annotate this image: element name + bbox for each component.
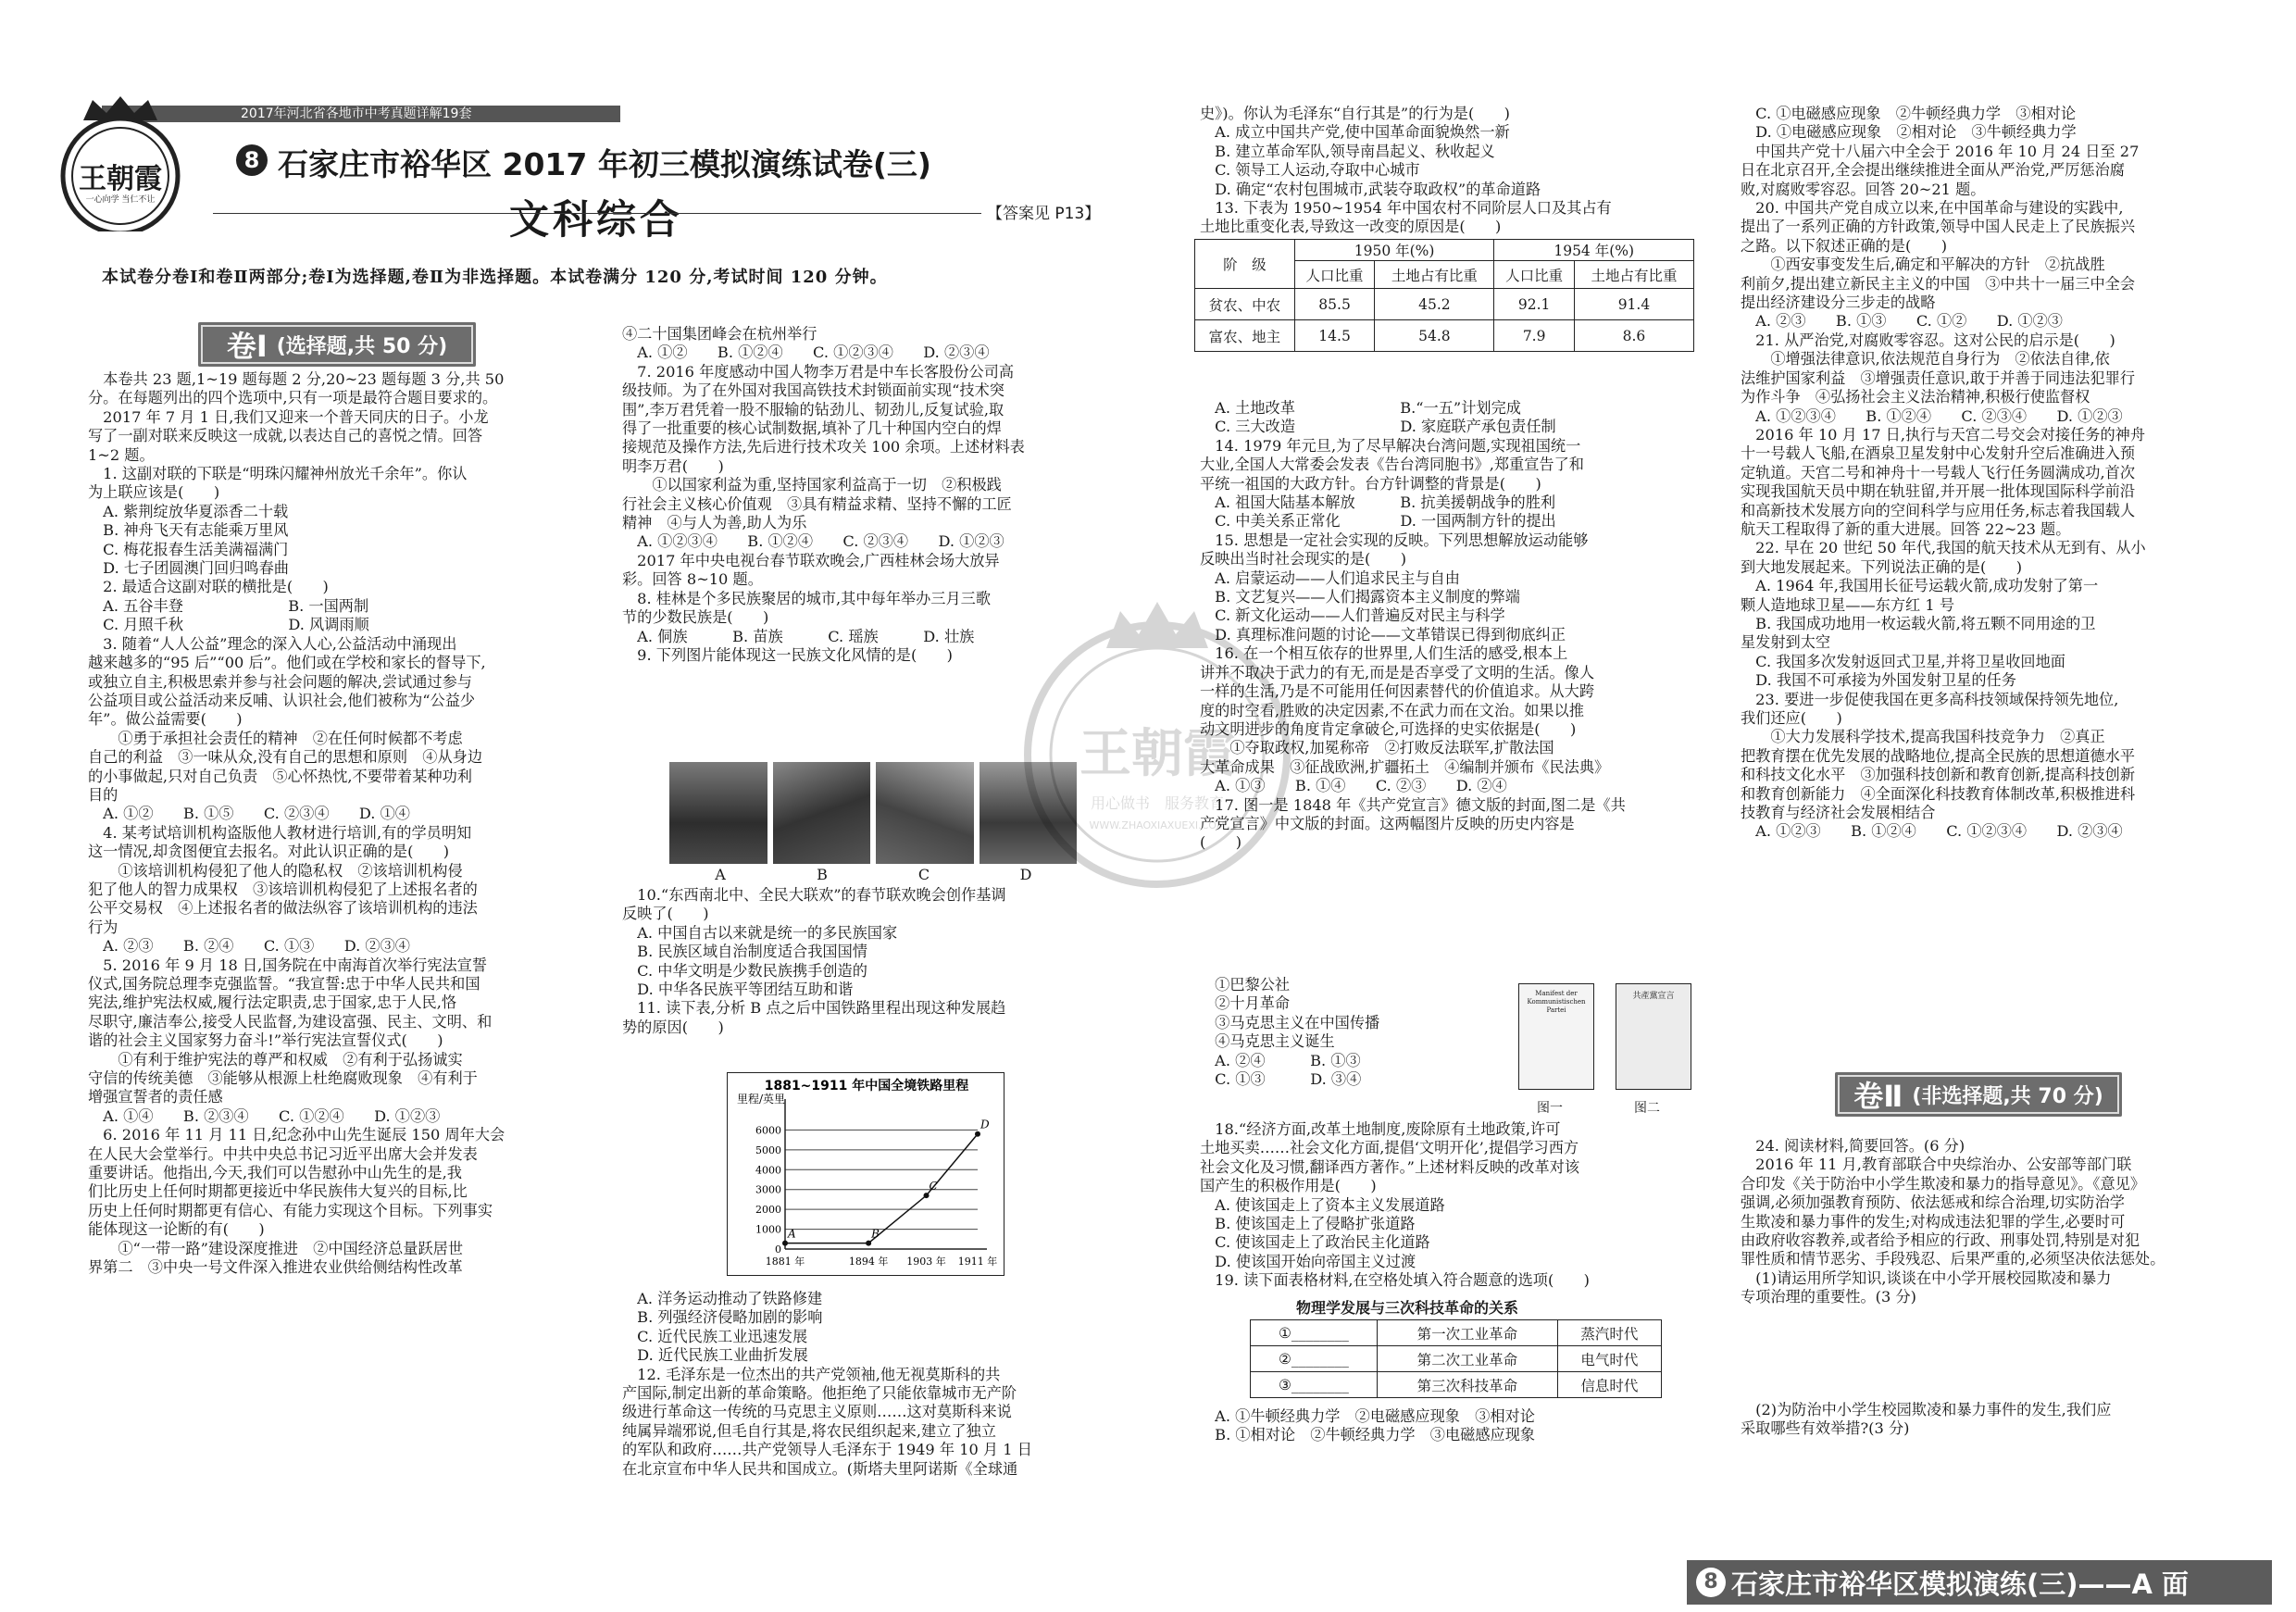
- cell: 第三次科技革命: [1377, 1372, 1557, 1398]
- text-line: A. ①④ B. ②③④ C. ①②④ D. ①②③: [88, 1106, 441, 1125]
- section-2-label: 卷Ⅱ: [1853, 1079, 1903, 1114]
- text-line: 反映了( ): [622, 905, 709, 923]
- cell: 85.5: [1294, 289, 1375, 320]
- text-line: 法维护国家利益 ③增强责任意识,敢于并善于同违法犯罪行: [1741, 369, 2136, 387]
- text-line: ①有利于维护宪法的尊严和权威 ②有利于弘扬诚实: [88, 1050, 463, 1068]
- watermark-text: 王朝霞: [1079, 723, 1235, 784]
- th-pop-1954: 人口比重: [1494, 261, 1575, 289]
- y-tick-label: 0: [775, 1243, 781, 1256]
- text-line: 日在北京召开,全会提出继续推进全面从严治党,严厉惩治腐: [1741, 161, 2125, 180]
- text-line: 21. 从严治党,对腐败零容忍。这对公民的启示是( ): [1741, 331, 2115, 349]
- text-line: 本卷共 23 题,1~19 题每题 2 分,20~23 题每题 3 分,共 50: [88, 370, 505, 388]
- q17-options: [1200, 976, 1478, 1096]
- table-row: [1195, 320, 1694, 352]
- text-line: 犯了他人的智力成果权 ③该培训机构侵犯了上述报名者的: [88, 880, 478, 898]
- text-line: 接规范及操作方法,先后进行技术攻关 100 余项。上述材料表: [622, 438, 1025, 456]
- cell: ③________: [1251, 1372, 1378, 1398]
- column-2c: [622, 1290, 1141, 1531]
- text-line: C. ①③ D. ③④: [1200, 1070, 1362, 1089]
- text-line: (1)请运用所学知识,谈谈在中小学开展校园欺凌和暴力: [1741, 1268, 2112, 1287]
- text-line: 星发射到太空: [1741, 633, 1831, 652]
- cell: 91.4: [1574, 289, 1693, 320]
- text-line: (2)为防治中小学生校园欺凌和暴力事件的发生,我们应: [1741, 1401, 2112, 1418]
- column-4b: [1741, 1137, 2268, 1322]
- y-tick-label: 5000: [755, 1143, 781, 1156]
- text-line: C. 中华文明是少数民族携手创造的: [622, 961, 867, 980]
- y-tick-label: 6000: [755, 1124, 781, 1137]
- text-line: 精神 ④与人为善,助人为乐: [622, 514, 807, 532]
- x-tick-label: 1894 年: [848, 1256, 889, 1268]
- text-line: 自己的利益 ③一味从众,没有自己的思想和原则 ④从身边: [88, 748, 483, 767]
- text-line: C. 使该国走上了政治民主化道路: [1200, 1233, 1430, 1252]
- text-line: 目的: [88, 785, 119, 804]
- text-line: D. 真理标准问题的讨论——文革错误已得到彻底纠正: [1200, 625, 1566, 644]
- text-line: A. ①③ B. ①④ C. ②③ D. ②④: [1200, 777, 1507, 795]
- text-line: 22. 早在 20 世纪 50 年代,我国的航天技术从无到有、从小: [1741, 539, 2146, 557]
- text-line: 年”。做公益需要( ): [88, 710, 243, 729]
- figure-1: Manifest der Kommunistischen Partei: [1518, 983, 1594, 1090]
- section-1-label: 卷Ⅰ: [226, 329, 268, 364]
- text-line: 技教育与经济社会发展相结合: [1741, 804, 1936, 822]
- title-rule: [213, 213, 1028, 214]
- text-line: 15. 思想是一定社会实现的反映。下列思想解放运动能够: [1200, 531, 1589, 549]
- subject-title: 文科综合: [509, 197, 683, 244]
- text-line: 之路。以下叙述正确的是( ): [1741, 236, 1948, 255]
- text-line: D. 中华各民族平等团结互助和谐: [622, 981, 854, 999]
- text-line: 明李万君( ): [622, 456, 724, 475]
- text-line: C. 领导工人运动,夺取中心城市: [1200, 161, 1420, 180]
- text-line: A. 洋务运动推动了铁路修建: [622, 1290, 823, 1307]
- cell: 信息时代: [1557, 1372, 1661, 1398]
- column-3: [1200, 105, 1704, 244]
- text-line: 10.“东西南北中、全民大联欢”的春节联欢晚会创作基调: [622, 886, 1006, 904]
- column-3b: [1200, 399, 1704, 862]
- text-line: 由政府收容教养,或者给予相应的行政、刑事处罚,特别是对犯: [1741, 1231, 2140, 1250]
- cell: 贫农、中农: [1195, 289, 1295, 320]
- text-line: 4. 某考试培训机构盗版他人教材进行培训,有的学员明知: [88, 823, 472, 842]
- cell: 8.6: [1574, 320, 1693, 352]
- logo-sub: 一心向学 当仁不让: [85, 195, 156, 205]
- text-line: 十一号载人飞船,在酒泉卫星发射中心发射升空后准确进入预: [1741, 444, 2136, 463]
- text-line: B. 列强经济侵略加剧的影响: [622, 1308, 823, 1327]
- text-line: 仪式,国务院总理李克强监誓。“我宣誓:忠于中华人民共和国: [88, 975, 480, 993]
- text-line: A. 侗族 B. 苗族 C. 瑶族 D. 壮族: [622, 627, 975, 645]
- text-line: D. 确定“农村包围城市,武装夺取政权”的革命道路: [1200, 180, 1541, 198]
- text-line: 6. 2016 年 11 月 11 日,纪念孙中山先生诞辰 150 周年大会: [88, 1126, 505, 1144]
- text-line: 为上联应该是( ): [88, 483, 220, 502]
- cell: 7.9: [1494, 320, 1575, 352]
- table-row: [1251, 1346, 1662, 1372]
- text-line: C. 近代民族工业迅速发展: [622, 1327, 808, 1345]
- text-line: C. 新文化运动——人们普遍反对民主与科学: [1200, 606, 1505, 625]
- cell: 电气时代: [1557, 1346, 1661, 1372]
- text-line: 的小事做起,只对自己负责 ⑤心怀热忱,不要带着某种功利: [88, 767, 472, 785]
- text-line: A. 使该国走上了资本主义发展道路: [1200, 1195, 1445, 1214]
- text-line: C. 月照千秋 D. 风调雨顺: [88, 616, 369, 634]
- cell: 54.8: [1375, 320, 1494, 352]
- text-line: 围”,李万君凭着一股不服输的钻劲儿、韧劲儿,反复试验,取: [622, 400, 1004, 419]
- text-line: 我们还应( ): [1741, 709, 1842, 727]
- text-line: ( ): [1200, 833, 1242, 852]
- text-line: 把教育摆在优先发展的战略地位,提高全民族的思想道德水平: [1741, 746, 2136, 765]
- text-line: A. ②③ B. ①③ C. ①② D. ①②③: [1741, 312, 2063, 331]
- text-line: 分。在每题列出的四个选项中,只有一项是最符合题目要求的。: [88, 389, 498, 407]
- text-line: C. 我国多次发射返回式卫星,并将卫星收回地面: [1741, 652, 2065, 670]
- text-line: 界第二 ③中央一号文件深入推进农业供给侧结构性改革: [88, 1258, 463, 1277]
- text-line: ③马克思主义在中国传播: [1200, 1013, 1380, 1031]
- text-line: B. 建立革命军队,领导南昌起义、秋收起义: [1200, 142, 1495, 160]
- text-line: 谐的社会主义国家努力奋斗!”举行宪法宣誓仪式( ): [88, 1031, 443, 1050]
- text-line: A. ①② B. ①⑤ C. ②③④ D. ①④: [88, 805, 410, 823]
- th-land-1950: 土地占有比重: [1375, 261, 1494, 289]
- text-line: 2017 年中央电视台春节联欢晚会,广西桂林会场大放异: [622, 551, 1000, 569]
- text-line: 宪法,维护宪法权威,履行法定职责,忠于国家,忠于人民,恪: [88, 993, 457, 1012]
- text-line: C. ①电磁感应现象 ②牛顿经典力学 ③相对论: [1741, 105, 2077, 122]
- text-line: 们比历史上任何时期都更接近中华民族伟大复兴的目标,比: [88, 1182, 468, 1201]
- text-line: A. 1964 年,我国用长征号运载火箭,成功发射了第一: [1741, 577, 2099, 595]
- text-line: C. 中美关系正常化 D. 一国两制方针的提出: [1200, 512, 1556, 531]
- text-line: 行社会主义核心价值观 ③具有精益求精、坚持不懈的工匠: [622, 494, 1012, 513]
- text-line: 在人民大会堂举行。中共中央总书记习近平出席大会并发表: [88, 1144, 478, 1163]
- text-line: A. ①②③④ B. ①②④ C. ②③④ D. ①②③: [1741, 406, 2123, 425]
- cell: 92.1: [1494, 289, 1575, 320]
- title-badge: 8: [236, 144, 268, 176]
- text-line: 13. 下表为 1950~1954 年中国农村不同阶层人口及其占有: [1200, 199, 1612, 218]
- footer-text: 石家庄市裕华区模拟演练(三)——A 面: [1731, 1568, 2190, 1600]
- text-line: ①巴黎公社: [1200, 976, 1291, 993]
- text-line: 采取哪些有效举措?(3 分): [1741, 1419, 1910, 1438]
- figure-2: 共產黨宣言: [1616, 983, 1691, 1090]
- text-line: D. 七子团圆澳门回归鸣春曲: [88, 559, 289, 578]
- q9-pictures: [669, 762, 1077, 864]
- table-row: [1251, 1320, 1662, 1346]
- text-line: 定轨道。天宫二号和神舟十一号载人飞行任务圆满成功,首次: [1741, 463, 2136, 481]
- watermark-motto: 用心做书 服务教育: [1090, 794, 1224, 812]
- series-line: [785, 1134, 978, 1243]
- text-line: 土地比重变化表,导致这一改变的原因是( ): [1200, 218, 1502, 236]
- text-line: 17. 图一是 1848 年《共产党宣言》德文版的封面,图二是《共: [1200, 795, 1626, 814]
- x-tick-label: 1903 年: [906, 1256, 946, 1268]
- text-line: ①增强法律意识,依法规范自身行为 ②依法自律,依: [1741, 350, 2110, 369]
- photo-a: [669, 762, 767, 864]
- figure-2-caption: 图二: [1634, 1101, 1660, 1116]
- text-line: B. ①相对论 ②牛顿经典力学 ③电磁感应现象: [1200, 1426, 1536, 1444]
- text-line: 航天工程取得了新的重大进展。回答 22~23 题。: [1741, 519, 2071, 538]
- text-line: 2016 年 11 月,教育部联合中央综治办、公安部等部门联: [1741, 1156, 2132, 1174]
- text-line: A. ②④ B. ①③: [1200, 1051, 1361, 1069]
- page-footer: [1687, 1560, 2272, 1605]
- text-line: ②十月革命: [1200, 994, 1291, 1013]
- text-line: A. 紫荆绽放华夏添香二十载: [88, 502, 289, 520]
- cell: 第二次工业革命: [1377, 1346, 1557, 1372]
- text-line: ①大力发展科学技术,提高我国科技竞争力 ②真正: [1741, 728, 2105, 746]
- text-line: B. 使该国走上了侵略扩张道路: [1200, 1215, 1416, 1233]
- text-line: 公益项目或公益活动来反哺、认识社会,他们被称为“公益少: [88, 691, 476, 709]
- text-line: A. 成立中国共产党,使中国革命面貌焕然一新: [1200, 123, 1510, 142]
- cell: 富农、地主: [1195, 320, 1295, 352]
- text-line: 级进行革命这一传统的马克思主义原则……这对莫斯科来说: [622, 1403, 1012, 1421]
- text-line: D. ①电磁感应现象 ②相对论 ③牛顿经典力学: [1741, 123, 2077, 142]
- text-line: 和教育创新能力 ④全面深化科技教育体制改革,积极推进科: [1741, 784, 2136, 803]
- th-pop-1950: 人口比重: [1294, 261, 1375, 289]
- text-line: A. ①② B. ①②④ C. ①②③④ D. ②③④: [622, 344, 990, 362]
- text-line: B. 我国成功地用一枚运载火箭,将五颗不同用途的卫: [1741, 614, 2096, 632]
- page-title: 石家庄市裕华区 2017 年初三模拟演练试卷(三): [278, 146, 931, 182]
- photo-label-b: B: [817, 866, 828, 883]
- text-line: 1~2 题。: [88, 445, 155, 464]
- logo-text: 王朝霞: [79, 163, 162, 195]
- column-1: [88, 370, 606, 1523]
- x-tick-label: 1911 年: [957, 1256, 998, 1268]
- text-line: 2016 年 10 月 17 日,执行与天宫二号交会对接任务的神舟: [1741, 425, 2146, 444]
- text-line: 产党宣言》中文版的封面。这两幅图片反映的历史内容是: [1200, 814, 1575, 832]
- text-line: 3. 随着“人人公益”理念的深入人心,公益活动中涌现出: [88, 634, 457, 653]
- table-q19: [1250, 1319, 1662, 1398]
- text-line: 公平交易权 ④上述报名者的做法纵容了该培训机构的违法: [88, 899, 478, 918]
- data-point: [866, 1241, 871, 1246]
- point-label: B: [871, 1227, 880, 1241]
- text-line: 平统一祖国的大政方针。台方针调整的背景是( ): [1200, 474, 1541, 493]
- text-line: 20. 中国共产党自成立以来,在中国革命与建设的实践中,: [1741, 199, 2124, 218]
- photo-label-a: A: [715, 866, 726, 883]
- text-line: ④二十国集团峰会在杭州举行: [622, 325, 817, 343]
- point-label: C: [929, 1180, 938, 1193]
- photo-b: [773, 762, 871, 864]
- text-line: 一样的生活,乃是不可能用任何因素替代的价值追求。从大跨: [1200, 682, 1595, 701]
- cell: 第一次工业革命: [1377, 1320, 1557, 1346]
- text-line: 9. 下列图片能体现这一民族文化风情的是( ): [622, 645, 953, 664]
- text-line: 反映出当时社会现实的是( ): [1200, 550, 1407, 569]
- text-line: A. ①牛顿经典力学 ②电磁感应现象 ③相对论: [1200, 1407, 1535, 1425]
- text-line: 越来越多的“95 后”“00 后”。他们或在学校和家长的督导下,: [88, 654, 486, 672]
- text-line: 大业,全国人大常委会发表《告台湾同胞书》,郑重宣告了和: [1200, 456, 1584, 474]
- text-line: D. 使该国开始向帝国主义过渡: [1200, 1252, 1416, 1270]
- text-line: 和科技文化水平 ③加强科技创新和教育创新,提高科技创新: [1741, 766, 2136, 784]
- cell: ①________: [1251, 1320, 1378, 1346]
- text-line: 尽职守,廉洁奉公,接受人民监督,为建设富强、民主、文明、和: [88, 1012, 493, 1031]
- text-line: ①勇于承担社会责任的精神 ②在任何时候都不考虑: [88, 729, 463, 747]
- data-point: [782, 1241, 788, 1246]
- photo-label-c: C: [917, 866, 930, 883]
- text-line: 12. 毛泽东是一位杰出的共产党领袖,他无视莫斯科的共: [622, 1365, 1001, 1383]
- text-line: 7. 2016 年度感动中国人物李万君是中车长客股份公司高: [622, 362, 1015, 381]
- data-point: [975, 1131, 980, 1137]
- text-line: 2. 最适合这副对联的横批是( ): [88, 578, 329, 596]
- text-line: 败,对腐败零容忍。回答 20~21 题。: [1741, 180, 1986, 198]
- text-line: 节的少数民族是( ): [622, 608, 769, 627]
- text-line: 大革命成果 ③征战欧洲,扩疆拓土 ④编制并颁布《民法典》: [1200, 757, 1610, 776]
- text-line: D. 我国不可承接为外国发射卫星的任务: [1741, 671, 2016, 690]
- cell: 45.2: [1375, 289, 1494, 320]
- text-line: 彩。回答 8~10 题。: [622, 570, 763, 589]
- intro-text: 本试卷分卷Ⅰ和卷Ⅱ两部分;卷Ⅰ为选择题,卷Ⅱ为非选择题。本试卷满分 120 分,考试时间 120 分钟。: [102, 268, 888, 287]
- th-stratum: 阶 级: [1195, 240, 1295, 289]
- text-line: 专项治理的重要性。(3 分): [1741, 1288, 1916, 1306]
- column-4: [1741, 105, 2268, 1058]
- text-line: 11. 读下表,分析 B 点之后中国铁路里程出现这种发展趋: [622, 999, 1006, 1018]
- text-line: A. 中国自古以来就是统一的多民族国家: [622, 923, 898, 942]
- text-line: 在北京宣布中华人民共和国成立。(斯塔夫里阿诺斯《全球通: [622, 1459, 1018, 1478]
- text-line: 能体现这一论断的有( ): [88, 1220, 265, 1239]
- text-line: 和高新技术发展方向的空间科学与应用任务,标志着我国载人: [1741, 501, 2136, 519]
- text-line: A. ①②③④ B. ①②④ C. ②③④ D. ①②③: [622, 532, 1004, 551]
- text-line: 1. 这副对联的下联是“明珠闪耀神州放光千余年”。你认: [88, 465, 468, 483]
- text-line: ④马克思主义诞生: [1200, 1032, 1335, 1051]
- text-line: A. ②③ B. ②④ C. ①③ D. ②③④: [88, 937, 410, 956]
- text-line: 这一情况,却贪图便宜去报名。对此认识正确的是( ): [88, 843, 450, 861]
- text-line: 动文明进步的角度肯定拿破仑,可选择的史实依据是( ): [1200, 719, 1577, 738]
- text-line: 势的原因( ): [622, 1018, 724, 1036]
- y-tick-label: 1000: [755, 1223, 781, 1236]
- text-line: 生欺凌和暴力事件的发生;对构成违法犯罪的学生,必要时可: [1741, 1212, 2126, 1231]
- column-4c: [1741, 1401, 2268, 1447]
- text-line: 2017 年 7 月 1 日,我们又迎来一个普天同庆的日子。小龙: [88, 407, 489, 426]
- column-2: [622, 325, 1141, 669]
- table-row: [1251, 1372, 1662, 1398]
- x-tick-label: 1881 年: [765, 1256, 805, 1268]
- th-land-1954: 土地占有比重: [1574, 261, 1693, 289]
- text-line: 18.“经济方面,改革土地制度,废除原有土地政策,许可: [1200, 1120, 1561, 1138]
- chart-title: 1881~1911 年中国全境铁路里程: [764, 1079, 969, 1093]
- column-3c: [1200, 1120, 1704, 1296]
- text-line: 提出了一系列正确的方针政策,领导中国人民走上了民族振兴: [1741, 218, 2136, 236]
- text-line: 实现我国航天员中期在轨驻留,并开展一批体现国际科学前沿: [1741, 482, 2136, 501]
- text-line: B. 文艺复兴——人们揭露资本主义制度的弊端: [1200, 588, 1520, 606]
- text-line: 为作斗争 ④弘扬社会主义法治精神,积极行使监督权: [1741, 388, 2090, 406]
- text-line: A. 五谷丰登 B. 一国两制: [88, 596, 369, 615]
- text-line: 合印发《关于防治中小学生欺凌和暴力的指导意见》。《意见》: [1741, 1174, 2146, 1193]
- text-line: 度的时空看,胜败的决定因素,不在武力而在文治。如果以推: [1200, 701, 1584, 719]
- table-q19-title: 物理学发展与三次科技革命的关系: [1296, 1299, 1519, 1317]
- text-line: 罪性质和情节恶劣、手段残忍、后果严重的,必须坚决依法惩处。: [1741, 1250, 2165, 1268]
- q9-picture-labels: [669, 866, 1077, 883]
- text-line: 级技师。为了在外国对我国高铁技术封锁面前实现“技术突: [622, 381, 1004, 400]
- text-line: A. ①②③ B. ①②④ C. ①②③④ D. ②③④: [1741, 822, 2123, 841]
- text-line: 到大地发展起来。下列说法正确的是( ): [1741, 557, 2023, 576]
- text-line: ①夺取政权,加冕称帝 ②打败反法联军,扩散法国: [1200, 739, 1554, 757]
- point-label: A: [788, 1227, 796, 1241]
- photo-c: [876, 762, 974, 864]
- text-line: 或独立自主,积极思索并参与社会问题的解决,尝试通过参与: [88, 672, 472, 691]
- text-line: C. 梅花报春生活美满福满门: [88, 540, 289, 558]
- text-line: A. 土地改革 B.“一五”计划完成: [1200, 399, 1521, 417]
- column-3d: [1200, 1407, 1704, 1454]
- point-label: D: [980, 1118, 990, 1131]
- text-line: 产国际,制定出新的革命策略。他拒绝了只能依靠城市无产阶: [622, 1384, 1017, 1403]
- text-line: 重要讲话。他指出,今天,我们可以告慰孙中山先生的是,我: [88, 1164, 462, 1182]
- footer-badge: 8: [1696, 1568, 1726, 1597]
- text-line: 24. 阅读材料,简要回答。(6 分): [1741, 1137, 1965, 1155]
- text-line: B. 民族区域自治制度适合我国国情: [622, 943, 867, 961]
- text-line: 土地买卖……社会文化方面,提倡‘文明开化’,提倡学习西方: [1200, 1139, 1579, 1157]
- text-line: 14. 1979 年元旦,为了尽早解决台湾问题,实现祖国统一: [1200, 436, 1581, 455]
- text-line: 行为: [88, 918, 119, 936]
- text-line: ①以国家利益为重,坚持国家利益高于一切 ②积极践: [622, 476, 1002, 494]
- text-line: 强调,必须加强教育预防、依法惩戒和综合治理,切实防治学: [1741, 1193, 2125, 1212]
- header-strip: 2017年河北省各地市中考真题详解19套: [102, 106, 620, 122]
- text-line: D. 近代民族工业曲折发展: [622, 1346, 808, 1365]
- photo-label-d: D: [1019, 866, 1032, 883]
- section-1-heading: [198, 322, 476, 367]
- cell: ②________: [1251, 1346, 1378, 1372]
- cell: 蒸汽时代: [1557, 1320, 1661, 1346]
- photo-d: [980, 762, 1078, 864]
- text-line: 16. 在一个相互依存的世界里,人们生活的感受,根本上: [1200, 644, 1568, 663]
- section-1-desc: (选择题,共 50 分): [276, 334, 448, 358]
- text-line: ①西安事变发生后,确定和平解决的方针 ②抗战胜: [1741, 256, 2105, 274]
- y-tick-label: 3000: [755, 1183, 781, 1196]
- text-line: 颗人造地球卫星——东方红 1 号: [1741, 595, 1955, 614]
- text-line: 守信的传统美德 ③能够从根源上杜绝腐败现象 ④有利于: [88, 1069, 478, 1088]
- text-line: 史》)。你认为毛泽东“自行其是”的行为是( ): [1200, 105, 1510, 122]
- figure-1-caption: 图一: [1537, 1101, 1563, 1116]
- text-line: 19. 读下面表格材料,在空格处填入符合题意的选项( ): [1200, 1271, 1590, 1290]
- text-line: 8. 桂林是个多民族聚居的城市,其中每年举办三月三歌: [622, 589, 992, 607]
- y-tick-label: 2000: [755, 1204, 781, 1217]
- watermark-url: WWW.ZHAOXIAXUEXI.COM: [1089, 819, 1226, 831]
- section-2-heading: [1835, 1072, 2122, 1117]
- th-1954: 1954 年(%): [1494, 240, 1694, 261]
- text-line: 纯属异端邪说,但毛自行其是,将农民组织起来,建立了独立: [622, 1421, 996, 1440]
- cell: 14.5: [1294, 320, 1375, 352]
- text-line: 历史上任何时期都更有信心、有能力实现这个目标。下列事实: [88, 1201, 493, 1219]
- text-line: A. 启蒙运动——人们追求民主与自由: [1200, 569, 1460, 587]
- text-line: 中国共产党十八届六中全会于 2016 年 10 月 24 日至 27: [1741, 142, 2140, 160]
- text-line: B. 神舟飞天有志能乘万里风: [88, 521, 289, 540]
- section-2-desc: (非选择题,共 70 分): [1912, 1084, 2103, 1108]
- text-line: 提出经济建设分三步走的战略: [1741, 294, 1936, 312]
- text-line: ①该培训机构侵犯了他人的隐私权 ②该培训机构侵: [88, 861, 463, 880]
- header: [56, 93, 1148, 278]
- text-line: 增强宣誓者的责任感: [88, 1088, 223, 1106]
- text-line: C. 三大改造 D. 家庭联产承包责任制: [1200, 418, 1556, 436]
- data-point: [924, 1193, 930, 1198]
- text-line: 社会文化及习惯,翻译西方著作。”上述材料反映的改革对该: [1200, 1157, 1580, 1176]
- text-line: 23. 要进一步促使我国在更多高科技领域保持领先地位,: [1741, 690, 2119, 708]
- chart-svg: [728, 1073, 1005, 1277]
- text-line: 利前夕,提出建立新民主主义的中国 ③中共十一届三中全会: [1741, 274, 2136, 293]
- column-2b: [622, 886, 1141, 1043]
- text-line: 5. 2016 年 9 月 18 日,国务院在中南海首次举行宪法宣誓: [88, 956, 488, 974]
- logo-seal: [56, 93, 185, 231]
- text-line: ①“一带一路”建设深度推进 ②中国经济总量跃居世: [88, 1239, 464, 1257]
- th-1950: 1950 年(%): [1294, 240, 1494, 261]
- text-line: A. 祖国大陆基本解放 B. 抗美援朝战争的胜利: [1200, 494, 1556, 512]
- chart-ylabel: 里程/英里: [737, 1093, 786, 1106]
- text-line: 的军队和政府……共产党领导人毛泽东于 1949 年 10 月 1 日: [622, 1441, 1032, 1459]
- y-tick-label: 4000: [755, 1164, 781, 1177]
- answer-ref: 【答案见 P13】: [981, 200, 1105, 223]
- text-line: 得了一批重要的核心试制数据,填补了几十种国内空白的焊: [622, 419, 1002, 438]
- text-line: 讲并不取决于武力的有无,而是是否享受了文明的生活。像人: [1200, 663, 1595, 681]
- table-row: [1195, 289, 1694, 320]
- text-line: 写了一副对联来反映这一成就,以表达自己的喜悦之情。回答: [88, 427, 483, 445]
- railway-chart: [727, 1072, 1004, 1276]
- table-q13: [1194, 239, 1694, 352]
- text-line: 国产生的积极作用是( ): [1200, 1177, 1377, 1195]
